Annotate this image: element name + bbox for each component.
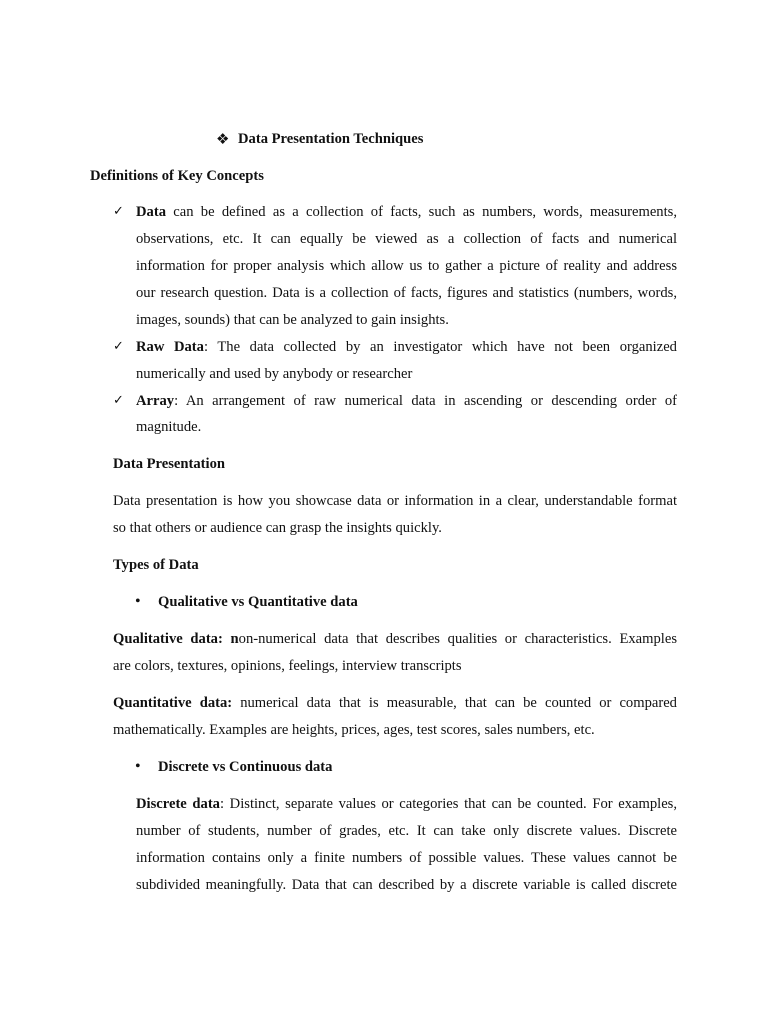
data-definition-line-3: information for proper analysis which allow us to gather a picture of reality and address	[136, 258, 677, 274]
discrete-term: Discrete data	[136, 796, 220, 812]
quantitative-definition-line-2: mathematically. Examples are heights, prices, ages, test scores, sales numbers, etc.	[113, 722, 595, 738]
data-definition-text: can be defined as a collection of facts, such as numbers, words, measurements,	[166, 204, 677, 220]
qualitative-term: Qualitative data: n	[113, 631, 239, 647]
raw-data-definition-text: : The data collected by an investigator which have not been organized	[203, 339, 677, 355]
data-definition-line-4: our research question. Data is a collection of facts, figures and statistics (numbers, words,	[136, 285, 677, 301]
data-definition-line-1	[136, 203, 677, 221]
discrete-definition-line-3: information contains only a finite numbers of possible values. These values cannot be	[136, 850, 677, 866]
raw-data-definition-line-2: numerically and used by anybody or researcher	[136, 366, 413, 382]
qualitative-definition-line-2: are colors, textures, opinions, feelings, interview transcripts	[113, 658, 462, 674]
data-presentation-heading	[113, 455, 225, 473]
document-title-text: Data Presentation Techniques	[238, 131, 424, 147]
bullet-icon: •	[135, 758, 141, 775]
types-of-data-heading-text: Types of Data	[113, 557, 199, 573]
array-definition-line-1	[136, 392, 677, 410]
diamond-bullet-icon: ❖	[216, 130, 230, 148]
array-definition-line-2: magnitude.	[136, 419, 202, 435]
checkmark-icon: ✓	[113, 393, 124, 408]
checkmark-icon: ✓	[113, 339, 124, 354]
data-term: Data	[136, 204, 166, 220]
discrete-definition-line-1	[136, 795, 677, 813]
raw-data-term: Raw Data	[136, 339, 204, 355]
discrete-vs-continuous-heading	[158, 758, 332, 776]
raw-data-definition-line-1	[136, 338, 677, 356]
qualitative-vs-quantitative-heading-text: Qualitative vs Quantitative data	[158, 594, 358, 610]
quantitative-term: Quantitative data:	[113, 695, 233, 711]
quantitative-definition-text: numerical data that is measurable, that can be counted or compared	[232, 695, 677, 711]
quantitative-definition-line-1	[113, 694, 677, 712]
data-presentation-line-2: so that others or audience can grasp the insights quickly.	[113, 520, 442, 536]
document-title	[238, 130, 423, 148]
bullet-icon: •	[135, 593, 141, 610]
discrete-definition-line-4: subdivided meaningfully. Data that can described by a discrete variable is called discrete	[136, 877, 677, 893]
array-definition-text: : An arrangement of raw numerical data in ascending or descending order of	[174, 393, 677, 409]
data-presentation-line-1: Data presentation is how you showcase data or information in a clear, understandable format	[113, 493, 677, 509]
qualitative-vs-quantitative-heading	[158, 593, 358, 611]
definitions-heading	[90, 167, 264, 185]
discrete-definition-line-2: number of students, number of grades, etc. It can take only discrete values. Discrete	[136, 823, 677, 839]
qualitative-definition-text: on-numerical data that describes qualities or characteristics. Examples	[238, 631, 677, 647]
array-term: Array	[136, 393, 175, 409]
data-presentation-heading-text: Data Presentation	[113, 456, 226, 472]
qualitative-definition-line-1	[113, 630, 677, 648]
data-definition-line-5: images, sounds) that can be analyzed to gain insights.	[136, 312, 449, 328]
types-of-data-heading	[113, 556, 199, 574]
discrete-definition-text: : Distinct, separate values or categories that can be counted. For examples,	[219, 796, 677, 812]
discrete-vs-continuous-heading-text: Discrete vs Continuous data	[158, 759, 333, 775]
checkmark-icon: ✓	[113, 204, 124, 219]
definitions-heading-text: Definitions of Key Concepts	[90, 168, 264, 184]
data-definition-line-2: observations, etc. It can equally be viewed as a collection of facts and numerical	[136, 231, 677, 247]
